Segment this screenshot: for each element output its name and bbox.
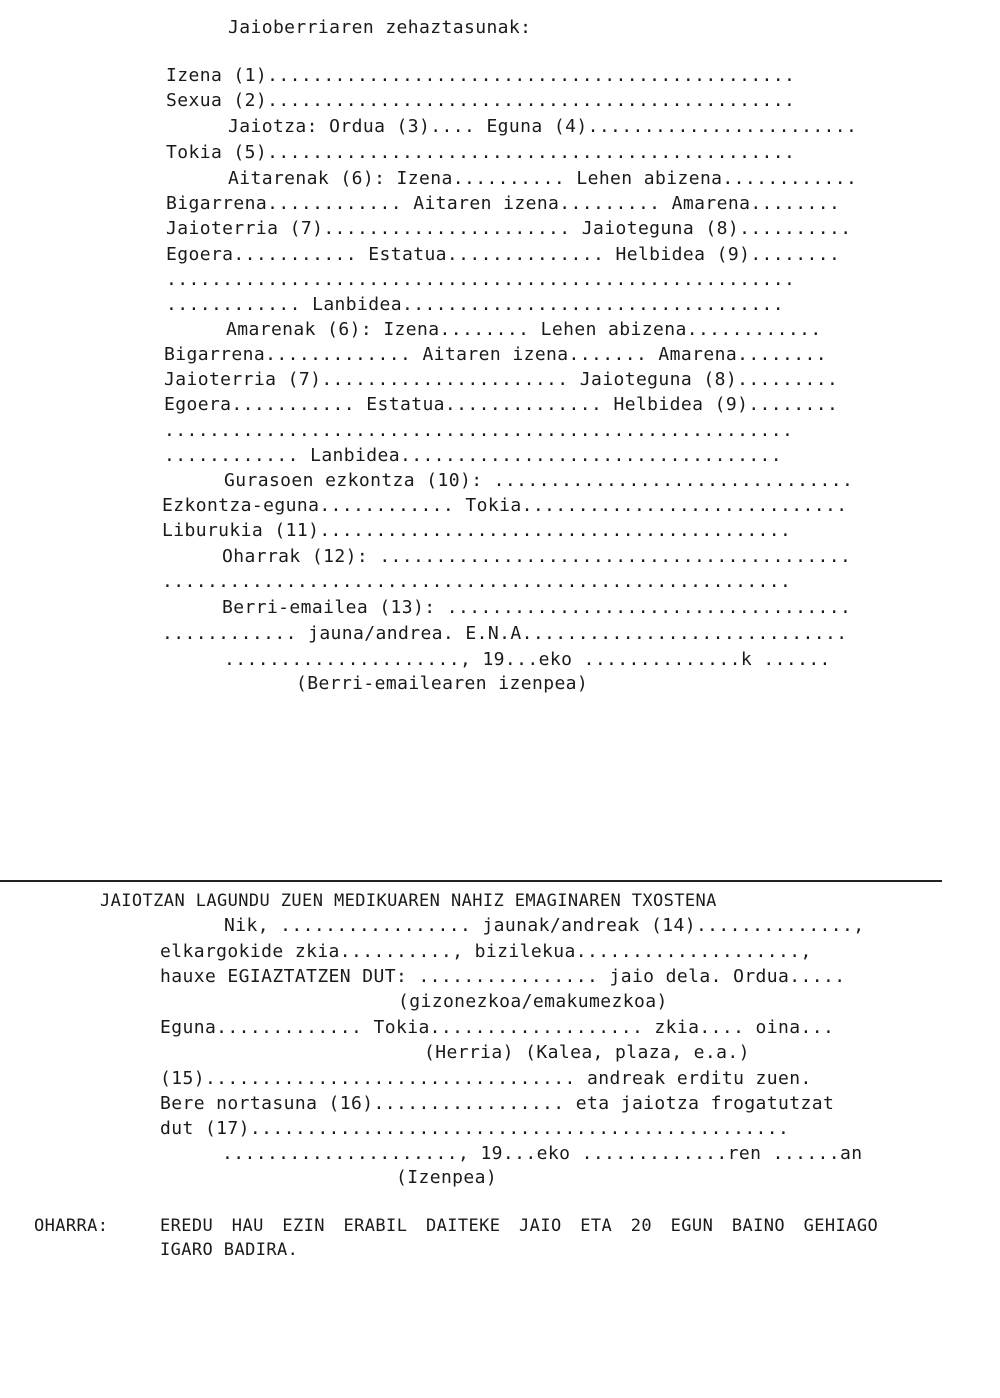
note-text: IGARO BADIRA. [160,1240,299,1260]
report-line: elkargokide zkia.........., bizilekua...................., [160,941,812,962]
report-caption: (gizonezkoa/emakumezkoa) [398,991,668,1012]
form-line: ........................................................ [166,269,796,290]
report-line: dut (17)................................................ [160,1118,790,1139]
form-line: ........................................................ [164,420,794,441]
note-text: EREDU HAU EZIN ERABIL DAITEKE JAIO ETA 20 EGUN BAINO GEHIAGO [160,1216,879,1236]
form-line: Amarenak (6): Izena........ Lehen abizena............ [226,319,822,340]
form-line: Bigarrena............. Aitaren izena....... Amarena........ [164,344,827,365]
form-line: ............ Lanbidea.................................. [166,294,785,315]
form-line: Egoera........... Estatua.............. Helbidea (9)........ [164,394,839,415]
form-line: ............ jauna/andrea. E.N.A............................. [162,623,848,644]
form-line: ............ Lanbidea.................................. [164,445,783,466]
form-line: Tokia (5)............................................... [166,142,796,163]
form-line: Gurasoen ezkontza (10): ................................ [224,470,854,491]
form-line: ....................., 19...eko ..............k ...... [224,649,831,670]
form-line: Oharrak (12): .......................................... [222,546,852,567]
form-line: Izena (1)............................................... [166,65,796,86]
form-line: Berri-emailea (13): .................................... [222,597,852,618]
form-line: Egoera........... Estatua.............. Helbidea (9)........ [166,244,841,265]
form-line: Bigarrena............ Aitaren izena......... Amarena........ [166,193,841,214]
report-line: ....................., 19...eko .............ren ......an [222,1143,863,1164]
form-line: Jaiotza: Ordua (3).... Eguna (4)........................ [228,116,858,137]
form-line: Aitarenak (6): Izena.......... Lehen abizena............ [228,168,858,189]
form-line: Jaioterria (7)...................... Jaioteguna (8)......... [164,369,839,390]
report-line: Bere nortasuna (16)................. eta jaiotza frogatutzat [160,1093,835,1114]
note-label: OHARRA: [34,1216,109,1236]
form-line: Liburukia (11).......................................... [162,520,792,541]
report-line: hauxe EGIAZTATZEN DUT: ................ jaio dela. Ordua..... [160,966,846,987]
form-line: ........................................................ [162,571,792,592]
section-title: Jaioberriaren zehaztasunak: [228,17,532,38]
report-line: (15)................................. andreak erditu zuen. [160,1068,812,1089]
report-caption: (Herria) (Kalea, plaza, e.a.) [424,1042,750,1063]
form-line: Ezkontza-eguna............ Tokia............................. [162,495,848,516]
report-line: Nik, ................. jaunak/andreak (14).............., [224,915,865,936]
form-line: Jaioterria (7)...................... Jaioteguna (8).......... [166,218,852,239]
report-title: JAIOTZAN LAGUNDU ZUEN MEDIKUAREN NAHIZ EMAGINAREN TXOSTENA [100,891,717,911]
report-line: Eguna............. Tokia................... zkia.... oina... [160,1017,835,1038]
signature-caption: (Berri-emailearen izenpea) [296,673,589,694]
divider-line [0,880,942,882]
form-line: Sexua (2)............................................... [166,90,796,111]
signature-caption: (Izenpea) [396,1167,498,1188]
